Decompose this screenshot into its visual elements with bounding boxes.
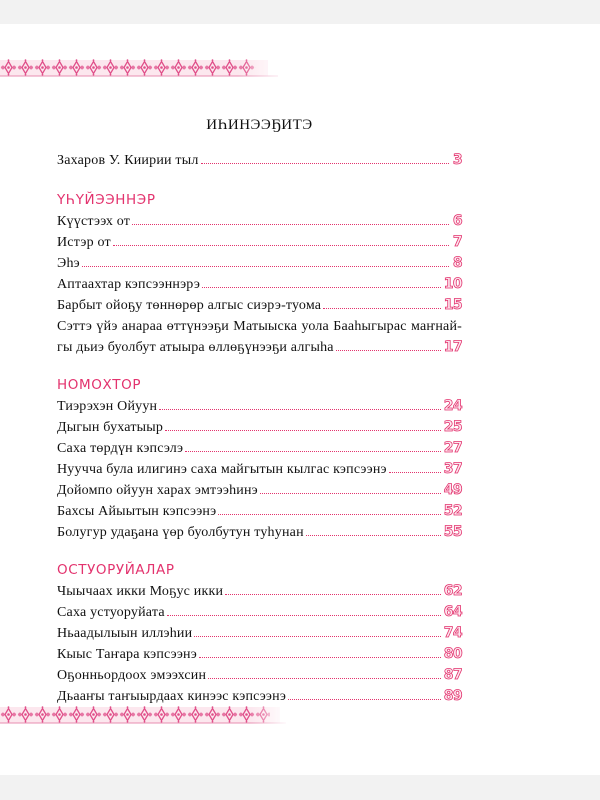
dotted-leader [336, 350, 441, 351]
dotted-leader [202, 287, 441, 288]
toc-section [57, 189, 462, 358]
toc-entry [57, 396, 462, 417]
page-title: ИҺИНЭЭҔИТЭ [206, 117, 313, 133]
entry-title: Оҕонньордоох эмээхсин [57, 668, 207, 683]
entry-title: Дьааҥы таҥыырдаах кинээс кэпсээнэ [57, 689, 287, 704]
dotted-leader [82, 266, 449, 267]
toc-entry [57, 623, 462, 644]
dotted-leader [323, 308, 440, 309]
dotted-leader [159, 409, 440, 410]
entry-page-number: 80 [443, 646, 462, 662]
toc-entry [57, 438, 462, 459]
top-ornament-pattern [0, 59, 278, 77]
bottom-ornament-pattern [0, 706, 286, 724]
dotted-leader [225, 594, 441, 595]
dotted-leader [194, 636, 440, 637]
entry-title: Захаров У. Киирии тыл [57, 153, 199, 168]
table-of-contents [57, 116, 462, 723]
toc-entry [57, 459, 462, 480]
entry-page-number: 62 [443, 583, 462, 599]
entry-page-number: 49 [443, 482, 462, 498]
toc-entry [57, 501, 462, 522]
entry-page-number: 87 [443, 667, 462, 683]
entry-title: Истэр от [57, 235, 111, 250]
toc-entry [57, 211, 462, 232]
toc-entry [57, 274, 462, 295]
entry-title: Дойомпо ойуун харах эмтээһинэ [57, 483, 258, 498]
toc-entry [57, 665, 462, 686]
dotted-leader [288, 699, 441, 700]
entry-title-line-1: Сэттэ үйэ анараа өттүнээҕи Матыыска уола Бааһыгырас маҥнай- [57, 319, 462, 334]
toc-entry [57, 150, 462, 171]
entry-page-number: 89 [443, 688, 462, 704]
entry-page-number: 8 [452, 255, 462, 271]
toc-entry [57, 417, 462, 438]
section-heading: ОСТУОРУЙАЛАР [57, 562, 175, 578]
entry-title: Күүстээх от [57, 214, 131, 229]
bottom-ornament-border [0, 706, 290, 724]
toc-entry [57, 480, 462, 501]
entry-page-number: 24 [443, 398, 462, 414]
entry-title: Барбыт ойоҕу төннөрөр алгыс сиэрэ-туома [57, 298, 322, 313]
toc-entry [57, 253, 462, 274]
dotted-leader [167, 615, 441, 616]
entry-title: Саха төрдүн кэпсэлэ [57, 441, 184, 456]
entry-title: Кыыс Таҥара кэпсээнэ [57, 647, 197, 662]
entry-page-number: 52 [443, 503, 462, 519]
entry-page-number: 25 [443, 419, 462, 435]
section-heading: НОМОХТОР [57, 377, 142, 393]
dotted-leader [218, 514, 440, 515]
toc-entry [57, 295, 462, 316]
entry-title: Тиэрэхэн Ойуун [57, 399, 158, 414]
entry-page-number: 37 [443, 461, 462, 477]
dotted-leader [260, 493, 441, 494]
entry-title: Аптаахтар кэпсээннэрэ [57, 277, 201, 292]
entry-title: гы дьиэ буолбут атыыра өллөҕүнээҕи алгыһа [57, 340, 334, 355]
entry-page-number: 6 [452, 213, 462, 229]
entry-title: Болугур удаҕана үөр буолбутун туһунан [57, 525, 304, 540]
toc-section [57, 374, 462, 543]
toc-section [57, 559, 462, 707]
entry-title: Бахсы Айыытын кэпсээнэ [57, 504, 217, 519]
entry-title: Ньаадылыын иллэһии [57, 626, 193, 641]
toc-entry [57, 644, 462, 665]
entry-page-number: 10 [443, 276, 462, 292]
entry-title: Дыгын бухатыыр [57, 420, 164, 435]
dotted-leader [132, 224, 449, 225]
toc-entry [57, 522, 462, 543]
dotted-leader [201, 163, 449, 164]
toc-entry [57, 602, 462, 623]
dotted-leader [199, 657, 441, 658]
entry-title: Эһэ [57, 256, 80, 271]
book-page [0, 24, 600, 775]
entry-page-number: 64 [443, 604, 462, 620]
entry-page-number: 74 [443, 625, 462, 641]
toc-entry [57, 686, 462, 707]
toc-entry-last-line [57, 337, 462, 358]
dotted-leader [208, 678, 441, 679]
dotted-leader [113, 245, 449, 246]
dotted-leader [185, 451, 441, 452]
toc-entry-multiline [57, 316, 462, 358]
entry-page-number: 27 [443, 440, 462, 456]
dotted-leader [165, 430, 441, 431]
entry-title: Саха устуоруйата [57, 605, 165, 620]
top-ornament-border [0, 59, 290, 77]
toc-entry [57, 581, 462, 602]
entry-page-number: 7 [452, 234, 462, 250]
section-heading: ҮҺҮЙЭЭННЭР [57, 192, 156, 208]
toc-entry [57, 232, 462, 253]
dotted-leader [306, 535, 441, 536]
entry-page-number: 3 [452, 152, 462, 168]
entry-page-number: 55 [443, 524, 462, 540]
entry-page-number: 15 [443, 297, 462, 313]
entry-page-number: 17 [443, 339, 462, 355]
entry-title: Нуучча була илигинэ саха майгытын кылгас кэпсээнэ [57, 462, 387, 477]
entry-title: Чыычаах икки Моҕус икки [57, 584, 224, 599]
dotted-leader [389, 472, 441, 473]
